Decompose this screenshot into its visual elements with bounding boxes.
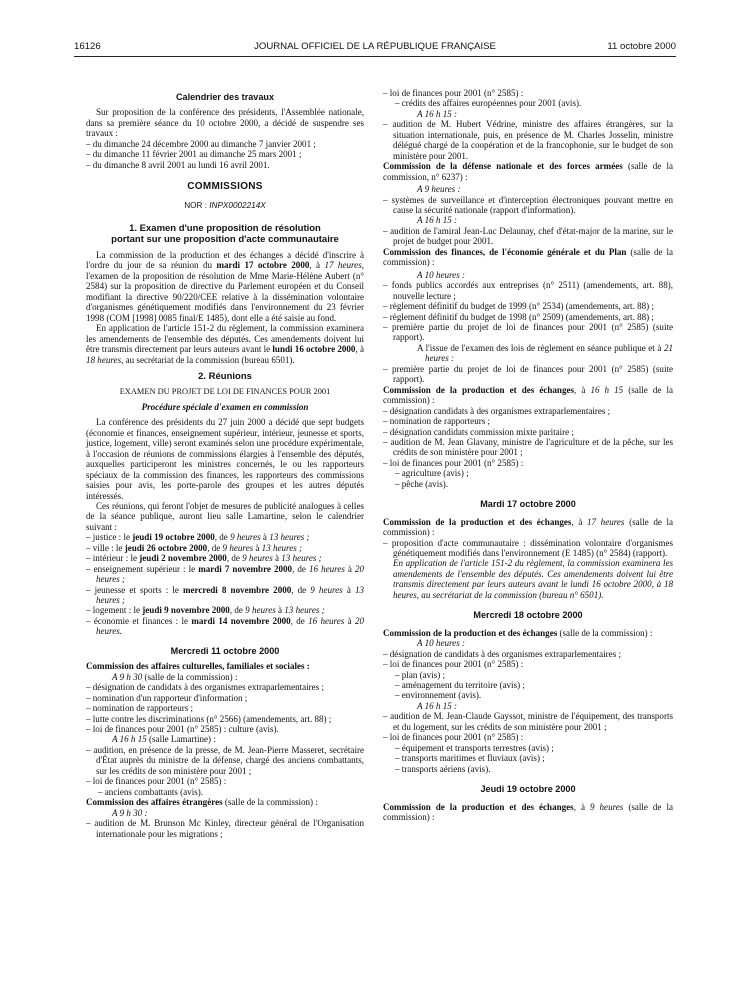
section1-title-line1: 1. Examen d'une proposition de résolution — [129, 223, 321, 235]
text-run: La commission de la production et des échanges a décidé d'inscrire à l'ordre du jour de sa réunion du — [86, 249, 364, 271]
schedule-ital: 9 heures — [222, 542, 254, 553]
agenda-item: – loi de finances pour 2001 (n° 2585) : — [383, 659, 524, 670]
etr-cont-sub: – crédits des affaires européennes pour 2001 (avis). — [395, 98, 582, 109]
schedule-bold: mardi 7 novembre 2000 — [198, 563, 293, 574]
time: A 9 h 30 — [112, 671, 143, 682]
schedule-item — [86, 543, 364, 553]
schedule-item — [86, 553, 364, 563]
etr-time: A 9 h 30 : — [112, 807, 148, 818]
schedule-sep: à — [260, 532, 270, 543]
text-run: , à — [355, 344, 364, 355]
schedule-mid: , de — [291, 584, 311, 595]
fin-issue-line — [391, 343, 673, 364]
text-run: , à — [573, 801, 590, 812]
schedule-ital: 9 heures — [230, 532, 261, 543]
time: 17 heures — [587, 516, 625, 527]
meeting-time: 17 heures — [324, 260, 362, 271]
agenda-sub-item: – transports maritimes et fluviaux (avis) ; — [395, 753, 545, 764]
commission-name: Commission de la production et des échanges — [383, 627, 558, 638]
right-column — [383, 88, 673, 822]
agenda-item: – nomination de rapporteurs ; — [383, 416, 491, 427]
prod1-commission-heading — [383, 385, 673, 406]
prod2-item: – proposition d'acte communautaire : dissémination volontaire d'organismes génétiquement modifiés dans l'environnement (E 1485) (n° 2584) (rapport). — [383, 537, 673, 559]
text-run: , à — [574, 384, 591, 395]
section2-paragraph-1: La conférence des présidents du 27 juin 2000 a décidé que sept budgets (économie et finances, enseignement supérieur, intérieur, jeunesse et sports, justice, logement, ville) seront examinés selon une procédure expérimentale, à l'occasion de réunions de commissions élargies à l'ensemble des députés, auxquelles participeront les ministres concernés, le ou les rapporteurs spéciaux de la commission des finances, les rapporteurs des commissions saisies pour avis, les porte-parole des groupes et les autres députés intéressés. — [86, 417, 364, 501]
text-run: , à — [309, 260, 325, 271]
text-run: , l'examen de la proposition de résolution de Mme Marie-Hélène Aubert (n° 2584) sur la proposition de directive du Parlement européen et du Conseil modifiant la directive 90/220/CEE relative à la dissémination volontaire d'organismes génétiquement modifiés dans l'environnement du 23 février 1998 (COM [1998] 0085 final/E 1485), dont elle a été saisie au fond. — [86, 260, 364, 323]
text-run: (salle de la commission, n° 6237) : — [383, 161, 673, 182]
agenda-item: – loi de finances pour 2001 (n° 2585) : culture (avis). — [86, 724, 279, 735]
section2-paragraph-2: Ces réunions, qui feront l'objet de mesures de publicité analogues à celles de la séance publique, auront lieu salle Lamartine, selon le calendrier suivant : — [86, 500, 364, 532]
mercredi-18-title: Mercredi 18 octobre 2000 — [473, 610, 583, 621]
etr-cont-items — [383, 88, 673, 98]
agenda-sub-item: – transports aériens (avis). — [395, 763, 491, 774]
prod3-time-2: A 16 h 15 : — [417, 700, 458, 711]
schedule-list — [86, 532, 364, 637]
schedule-mid: , de — [226, 553, 243, 564]
text-run: En application de l'article 151-2 du règlement, la commission examinera les amendements de l'ensemble des députés. Ces amendements doivent lui être transmis directement par leurs auteurs avant le — [86, 323, 364, 355]
text-run: (salle de la commission) : — [383, 384, 674, 406]
nor-line — [86, 201, 364, 211]
schedule-ital2: 13 heures ; — [96, 584, 364, 606]
schedule-pre: – justice : le — [86, 532, 133, 543]
calendrier-item: – du dimanche 8 avril 2001 au lundi 16 avril 2001. — [86, 159, 270, 170]
schedule-ital2: 13 heures ; — [269, 532, 310, 543]
calendrier-intro: Sur proposition de la conférence des présidents, l'Assemblée nationale, dans sa première séance du 10 octobre 2000, a décidé de suspendre ses travaux : — [86, 107, 364, 139]
cult-items-2 — [86, 745, 364, 787]
fin-last-item: – première partie du projet de loi de finances pour 2001 (n° 2585) (suite rapport). — [383, 363, 673, 385]
schedule-pre: – économie et finances : le — [86, 615, 192, 626]
nor-code: INPX0002214X — [209, 200, 266, 210]
schedule-ital: 16 heures — [308, 615, 345, 626]
text-run: A l'issue de l'examen des lois de règlement en séance publique et à — [417, 342, 664, 353]
time: A 16 h 15 — [112, 734, 147, 745]
schedule-mid: , de — [292, 563, 309, 574]
prod2-commission-heading — [383, 517, 673, 538]
schedule-ital2: 13 heures ; — [261, 542, 303, 553]
etr-vedrine-item: – audition de M. Hubert Védrine, ministre des affaires étrangères, sur la situation internationale, puis, en présence de M. Charles Josselin, ministre délégué chargé de la coopération et de la francophonie, sur le budget de son ministère pour 2001. — [383, 119, 673, 161]
commission-name: Commission de la production et des échanges — [383, 801, 574, 812]
schedule-bold: mardi 14 novembre 2000 — [191, 615, 291, 626]
agenda-sub-item: – pêche (avis). — [395, 478, 449, 489]
text-run: , au secrétariat de la commission (bureau 6501). — [121, 354, 295, 365]
text-run: (salle de la commission) : — [383, 801, 673, 822]
schedule-item — [86, 564, 364, 585]
page-number: 16126 — [74, 41, 101, 52]
def-time-2: A 16 h 15 : — [417, 215, 458, 226]
agenda-sub-item: – environnement (avis). — [395, 690, 482, 701]
text-run: (salle Lamartine) : — [146, 734, 216, 745]
fin-time: A 10 heures : — [417, 269, 465, 280]
agenda-item: – nomination d'un rapporteur d'information ; — [86, 692, 248, 703]
section1-paragraph-1 — [86, 250, 364, 323]
time: 21 heures : — [425, 342, 673, 364]
prod3-items-1 — [383, 649, 673, 670]
schedule-ital2: 20 heures ; — [96, 563, 365, 585]
schedule-ital: 9 heures — [242, 553, 273, 564]
agenda-item: – loi de finances pour 2001 (n° 2585) : — [383, 88, 524, 98]
time: 9 heures — [590, 801, 624, 812]
schedule-pre: – jeunesse et sports : le — [86, 584, 183, 595]
schedule-bold: jeudi 26 octobre 2000 — [124, 542, 208, 553]
prod1-sub-items — [383, 468, 673, 489]
schedule-mid: , de — [214, 532, 231, 543]
calendrier-title: Calendrier des travaux — [175, 92, 275, 102]
schedule-sep: à — [253, 542, 262, 553]
agenda-item: – fonds publics accordés aux entreprises (n° 2511) (amendements, art. 88), nouvelle lecture ; — [383, 280, 673, 301]
commission-name: Commission des finances, de l'économie générale et du Plan — [383, 246, 627, 257]
agenda-item: – audition de M. Jean Glavany, ministre de l'agriculture et de la pêche, sur les crédits de son ministère pour 2001 ; — [383, 436, 673, 458]
agenda-item: – audition, en présence de la presse, de M. Jean-Pierre Masseret, secrétaire d'État auprès du ministre de la défense, chargé des anciens combattants, sur les crédits de son ministère pour 2001 ; — [86, 744, 364, 776]
page-header — [74, 41, 676, 55]
commission-name: Commission des affaires étrangères — [86, 797, 223, 808]
schedule-bold: jeudi 9 novembre 2000 — [142, 605, 230, 616]
nor-label: NOR : — [184, 200, 210, 210]
agenda-sub-item: – plan (avis) ; — [395, 669, 445, 680]
text-run: (salle de la commission) : — [142, 671, 238, 682]
etr-time-2: A 16 h 15 : — [417, 108, 458, 119]
schedule-pre: – enseignement supérieur : le — [86, 563, 199, 574]
text-run: , à — [571, 516, 587, 527]
agenda-item: – première partie du projet de loi de finances pour 2001 (n° 2585) (suite rapport). — [383, 321, 673, 343]
left-column — [86, 84, 364, 839]
agenda-sub-item: – aménagement du territoire (avis) ; — [395, 680, 525, 691]
prod3-items-2 — [383, 711, 673, 742]
text-run: (salle de la commission) : — [383, 516, 674, 538]
schedule-mid: , de — [290, 615, 309, 626]
prod1-items — [383, 406, 673, 469]
calendrier-item: – du dimanche 24 décembre 2000 au dimanche 7 janvier 2001 ; — [86, 138, 316, 149]
commission-name: Commission de la défense nationale et des forces armées — [383, 161, 623, 172]
fin-items — [383, 280, 673, 343]
section1-title-line2: portant sur une proposition d'acte communautaire — [111, 233, 339, 245]
section1-paragraph-2 — [86, 323, 364, 365]
issue-date: 11 octobre 2000 — [607, 41, 676, 52]
commission-name: Commission de la production et des échanges — [383, 384, 575, 395]
schedule-bold: jeudi 19 octobre 2000 — [132, 532, 215, 543]
schedule-sep: à — [275, 605, 285, 616]
prod2-note: En application de l'article 151-2 du règlement, la commission examinera les amendements de l'ensemble des députés. Ces amendements doivent lui être transmis directement par leurs auteurs avant le lundi 16 octobre 2000, à 18 heures, au secrétariat de la commission (bureau n° 6501). — [393, 558, 673, 600]
schedule-bold: mercredi 8 novembre 2000 — [182, 584, 292, 595]
commission-name: Commission de la production et des échanges — [383, 516, 572, 527]
prod3-sub-items-2 — [383, 743, 673, 774]
def-time-1: A 9 heures : — [417, 184, 461, 195]
schedule-ital: 9 heures — [245, 605, 276, 616]
schedule-bold: jeudi 2 novembre 2000 — [139, 553, 227, 564]
schedule-sep: à — [272, 553, 282, 564]
jeudi-19-title: Jeudi 19 octobre 2000 — [480, 784, 576, 795]
prod4-commission-heading — [383, 802, 673, 823]
prod3-sub-items-1 — [383, 670, 673, 701]
meeting-date: mardi 17 octobre 2000 — [216, 260, 310, 271]
agenda-item: – règlement définitif du budget de 1999 (n° 2534) (amendements, art. 88) ; — [383, 301, 654, 312]
schedule-ital2: 13 heures ; — [284, 605, 325, 616]
text-run: (salle de la commission) : — [557, 627, 653, 638]
cult-time-1 — [86, 672, 364, 682]
section2-subtitle: EXAMEN DU PROJET DE LOI DE FINANCES POUR 2001 — [119, 387, 331, 397]
schedule-mid: , de — [229, 605, 246, 616]
schedule-ital2: 20 heures. — [96, 615, 365, 637]
section2-title: 2. Réunions — [198, 370, 252, 382]
calendrier-item: – du dimanche 11 février 2001 au dimanche 25 mars 2001 ; — [86, 149, 302, 160]
text-run: (salle de la commission) : — [222, 797, 318, 808]
agenda-sub-item: – agriculture (avis) ; — [395, 468, 469, 479]
calendrier-list — [86, 139, 364, 170]
schedule-sep: à — [344, 615, 355, 626]
schedule-pre: – logement : le — [86, 605, 143, 616]
text-run: (salle de la commission) : — [383, 246, 673, 268]
def-item-1: – systèmes de surveillance et d'interception électroniques pouvant mettre en cause la sécurité nationale (rapport d'information). — [383, 194, 673, 215]
schedule-ital: 9 heures — [310, 584, 343, 595]
header-rule — [74, 56, 676, 57]
schedule-item — [86, 605, 364, 615]
def-commission-heading — [383, 161, 673, 182]
schedule-pre: – ville : le — [86, 542, 125, 553]
agenda-item: – désignation de candidats à des organismes extraparlementaires ; — [86, 682, 324, 693]
cult-commission-heading: Commission des affaires culturelles, familiales et sociales : — [86, 661, 310, 672]
etr-commission-heading — [86, 797, 364, 807]
mardi-17-title: Mardi 17 octobre 2000 — [480, 499, 576, 510]
fin-commission-heading — [383, 247, 673, 268]
agenda-item: – loi de finances pour 2001 (n° 2585) : — [383, 732, 524, 743]
mercredi-11-title: Mercredi 11 octobre 2000 — [170, 645, 280, 656]
deadline-time: 18 heures — [86, 354, 122, 365]
schedule-item — [86, 585, 364, 606]
schedule-pre: – intérieur : le — [86, 553, 140, 564]
agenda-item: – désignation candidats commission mixte paritaire ; — [383, 426, 574, 437]
agenda-item: – lutte contre les discriminations (n° 2566) (amendements, art. 88) ; — [86, 713, 332, 724]
schedule-mid: , de — [207, 542, 223, 553]
agenda-item: – désignation de candidats à des organismes extraparlementaires ; — [383, 648, 621, 659]
agenda-item: – désignation candidats à des organismes extraparlementaires ; — [383, 405, 611, 416]
agenda-item: – loi de finances pour 2001 (n° 2585) : — [86, 776, 227, 787]
schedule-ital: 16 heures — [308, 563, 345, 574]
deadline-date: lundi 16 octobre 2000 — [272, 344, 356, 355]
def-item-2: – audition de l'amiral Jean-Luc Delaunay, chef d'état-major de la marine, sur le projet de budget pour 2001. — [383, 225, 673, 247]
time: 16 h 15 — [590, 384, 624, 395]
cult-time-2 — [86, 734, 364, 744]
schedule-ital2: 13 heures ; — [281, 553, 322, 564]
etr-item: – audition de M. Brunson Mc Kinley, directeur général de l'Organisation internationale pour les migrations ; — [86, 818, 364, 839]
agenda-sub-item: – équipement et transports terrestres (avis) ; — [395, 742, 554, 753]
schedule-sep: à — [344, 563, 355, 574]
journal-title: JOURNAL OFFICIEL DE LA RÉPUBLIQUE FRANÇAISE — [254, 41, 496, 52]
agenda-item: – audition de M. Jean-Claude Gayssot, ministre de l'équipement, des transports et du logement, sur les crédits de son ministère pour 2001 ; — [383, 711, 673, 732]
schedule-item — [86, 532, 364, 542]
schedule-sep: à — [342, 584, 355, 595]
commissions-title: COMMISSIONS — [187, 181, 263, 193]
agenda-item: – loi de finances pour 2001 (n° 2585) : — [383, 457, 524, 468]
schedule-item — [86, 616, 364, 637]
prod3-commission-heading — [383, 628, 673, 638]
agenda-item: – règlement définitif du budget de 1998 (n° 2509) (amendements, art. 88) ; — [383, 311, 654, 322]
procedure-title: Procédure spéciale d'examen en commission — [141, 401, 309, 412]
cult-items-1 — [86, 682, 364, 734]
prod3-time-1: A 10 heures : — [417, 638, 465, 649]
cult-sub-item: – anciens combattants (avis). — [98, 786, 204, 797]
agenda-item: – nomination de rapporteurs ; — [86, 703, 194, 714]
